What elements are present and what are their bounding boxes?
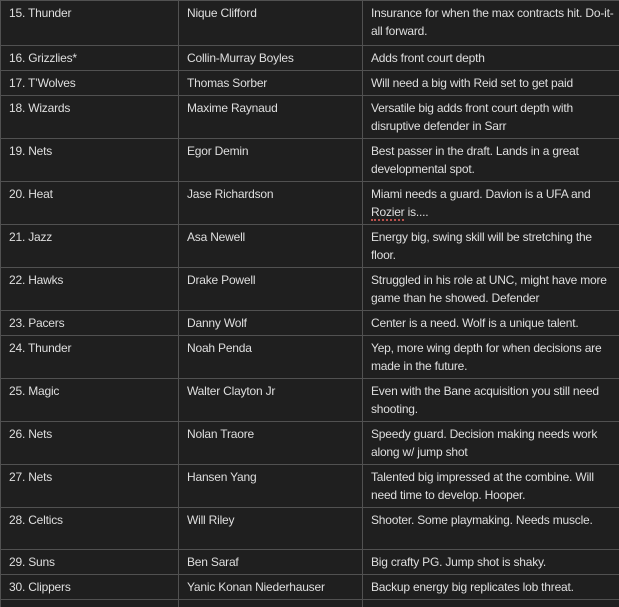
- player-cell[interactable]: Yanic Konan Niederhauser: [179, 575, 363, 600]
- table-row: [1, 1, 619, 46]
- pick-cell[interactable]: 17. T’Wolves: [1, 71, 179, 96]
- pick-cell[interactable]: 28. Celtics: [1, 508, 179, 550]
- note-cell[interactable]: Energy big, swing skill will be stretching the floor.: [363, 225, 619, 268]
- note-cell[interactable]: [363, 600, 619, 607]
- player-cell[interactable]: Collin-Murray Boyles: [179, 46, 363, 71]
- note-cell[interactable]: Adds front court depth: [363, 46, 619, 71]
- table-row: [1, 550, 619, 575]
- note-cell[interactable]: Center is a need. Wolf is a unique talent.: [363, 311, 619, 336]
- note-cell[interactable]: Best passer in the draft. Lands in a great developmental spot.: [363, 139, 619, 182]
- pick-cell[interactable]: 20. Heat: [1, 182, 179, 225]
- note-text: Miami needs a guard. Davion is a UFA and: [371, 187, 590, 201]
- pick-cell[interactable]: [1, 600, 179, 607]
- misspelled-word: Rozier: [371, 205, 404, 221]
- table-row: [1, 422, 619, 465]
- pick-cell[interactable]: 22. Hawks: [1, 268, 179, 311]
- player-cell[interactable]: Nolan Traore: [179, 422, 363, 465]
- note-cell[interactable]: Backup energy big replicates lob threat.: [363, 575, 619, 600]
- player-cell[interactable]: Jase Richardson: [179, 182, 363, 225]
- table-row: [1, 336, 619, 379]
- note-cell[interactable]: Insurance for when the max contracts hit. Do-it-all forward.: [363, 1, 619, 46]
- note-cell[interactable]: Even with the Bane acquisition you still need shooting.: [363, 379, 619, 422]
- pick-cell[interactable]: 25. Magic: [1, 379, 179, 422]
- player-cell[interactable]: Thomas Sorber: [179, 71, 363, 96]
- table-row: [1, 96, 619, 139]
- draft-table-body: [1, 1, 619, 607]
- pick-cell[interactable]: 30. Clippers: [1, 575, 179, 600]
- note-cell[interactable]: Will need a big with Reid set to get paid: [363, 71, 619, 96]
- table-row: [1, 465, 619, 508]
- player-cell[interactable]: Noah Penda: [179, 336, 363, 379]
- player-cell[interactable]: Asa Newell: [179, 225, 363, 268]
- pick-cell[interactable]: 29. Suns: [1, 550, 179, 575]
- table-row: [1, 182, 619, 225]
- player-cell[interactable]: Ben Saraf: [179, 550, 363, 575]
- table-row: [1, 139, 619, 182]
- table-row: [1, 508, 619, 550]
- table-row: [1, 225, 619, 268]
- pick-cell[interactable]: 18. Wizards: [1, 96, 179, 139]
- player-cell[interactable]: Will Riley: [179, 508, 363, 550]
- table-row: [1, 379, 619, 422]
- player-cell[interactable]: Hansen Yang: [179, 465, 363, 508]
- player-cell[interactable]: Drake Powell: [179, 268, 363, 311]
- note-cell[interactable]: Big crafty PG. Jump shot is shaky.: [363, 550, 619, 575]
- pick-cell[interactable]: 15. Thunder: [1, 1, 179, 46]
- table-row: [1, 71, 619, 96]
- pick-cell[interactable]: 16. Grizzlies*: [1, 46, 179, 71]
- player-cell[interactable]: Walter Clayton Jr: [179, 379, 363, 422]
- player-cell[interactable]: Maxime Raynaud: [179, 96, 363, 139]
- player-cell[interactable]: Nique Clifford: [179, 1, 363, 46]
- pick-cell[interactable]: 26. Nets: [1, 422, 179, 465]
- note-cell[interactable]: Talented big impressed at the combine. Will need time to develop. Hooper.: [363, 465, 619, 508]
- note-cell[interactable]: Versatile big adds front court depth with disruptive defender in Sarr: [363, 96, 619, 139]
- player-cell[interactable]: Danny Wolf: [179, 311, 363, 336]
- player-cell[interactable]: [179, 600, 363, 607]
- table-row: [1, 268, 619, 311]
- pick-cell[interactable]: 21. Jazz: [1, 225, 179, 268]
- note-cell[interactable]: [363, 182, 619, 225]
- note-cell[interactable]: Shooter. Some playmaking. Needs muscle.: [363, 508, 619, 550]
- table-row: [1, 46, 619, 71]
- note-cell[interactable]: Struggled in his role at UNC, might have more game than he showed. Defender: [363, 268, 619, 311]
- table-row-partial: [1, 600, 619, 607]
- pick-cell[interactable]: 24. Thunder: [1, 336, 179, 379]
- note-cell[interactable]: Yep, more wing depth for when decisions are made in the future.: [363, 336, 619, 379]
- pick-cell[interactable]: 23. Pacers: [1, 311, 179, 336]
- note-cell[interactable]: Speedy guard. Decision making needs work along w/ jump shot: [363, 422, 619, 465]
- player-cell[interactable]: Egor Demin: [179, 139, 363, 182]
- pick-cell[interactable]: 19. Nets: [1, 139, 179, 182]
- table-row: [1, 311, 619, 336]
- table-row: [1, 575, 619, 600]
- note-text: is....: [404, 205, 428, 219]
- pick-cell[interactable]: 27. Nets: [1, 465, 179, 508]
